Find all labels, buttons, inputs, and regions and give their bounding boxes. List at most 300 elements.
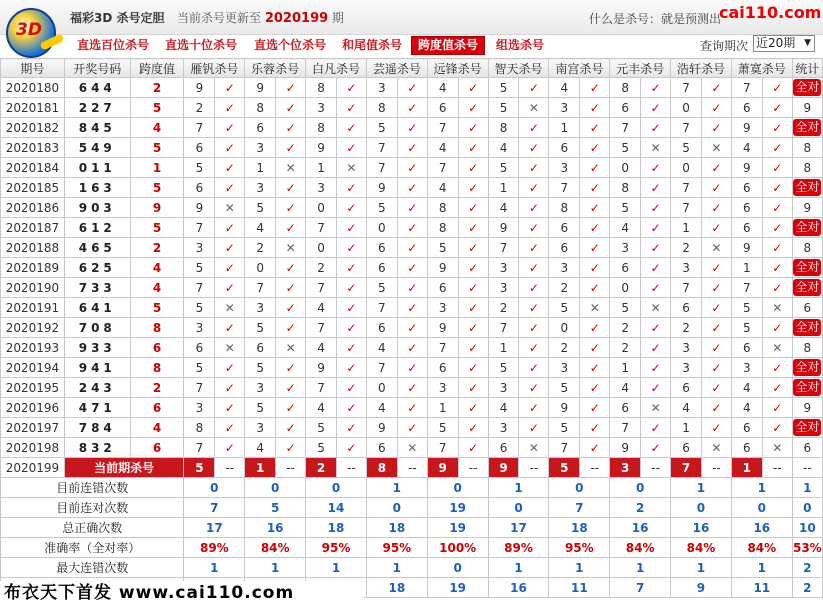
update-status	[177, 9, 344, 26]
summary-value: 89%	[184, 538, 245, 558]
cross-icon: ✕	[701, 238, 731, 258]
span-value-cell: 9	[130, 198, 184, 218]
summary-value: 9	[671, 578, 732, 598]
kill-number-cell: 3	[488, 418, 519, 438]
check-icon: ✓	[580, 218, 610, 238]
check-icon: ✓	[762, 378, 792, 398]
kill-number-cell: 3	[366, 78, 397, 98]
check-icon: ✓	[458, 438, 488, 458]
check-icon: ✓	[519, 418, 549, 438]
stat-cell	[792, 398, 822, 418]
kill-number-cell: 5	[549, 378, 580, 398]
span-value-cell: 1	[130, 158, 184, 178]
summary-value: 1	[488, 558, 549, 578]
kill-number-cell: 5	[184, 358, 215, 378]
kill-number-cell: 1	[671, 418, 702, 438]
table-row	[1, 218, 823, 238]
current-kill-label: 当前期杀号	[64, 458, 184, 478]
check-icon: ✓	[397, 358, 427, 378]
current-period-row	[1, 458, 823, 478]
summary-value: 84%	[731, 538, 792, 558]
tab-sum-tail[interactable]: 和尾值杀号	[342, 38, 403, 52]
kill-number-cell: 4	[488, 138, 519, 158]
stat-cell	[792, 378, 822, 398]
check-icon: ✓	[701, 158, 731, 178]
check-icon: ✓	[215, 178, 245, 198]
kill-number-cell: 4	[366, 338, 397, 358]
span-value-cell: 2	[130, 238, 184, 258]
kill-number-cell: 9	[184, 198, 215, 218]
kill-number-cell: 5	[731, 298, 762, 318]
check-icon: ✓	[641, 438, 671, 458]
summary-value: 1	[792, 478, 822, 498]
check-icon: ✓	[641, 118, 671, 138]
check-icon: ✓	[580, 438, 610, 458]
summary-value: 95%	[549, 538, 610, 558]
kill-number-cell: 6	[184, 138, 215, 158]
stat-cell	[792, 78, 822, 98]
kill-number-cell: 6	[427, 98, 458, 118]
draw-number-cell: 243	[64, 378, 130, 398]
kill-number-cell: 5	[488, 158, 519, 178]
stat-cell	[792, 138, 822, 158]
kill-number-cell: 3	[306, 98, 337, 118]
check-icon: ✓	[580, 258, 610, 278]
check-icon: ✓	[337, 218, 367, 238]
check-icon: ✓	[701, 358, 731, 378]
table-row	[1, 238, 823, 258]
check-icon: ✓	[641, 158, 671, 178]
kill-number-cell: 1	[671, 218, 702, 238]
kill-number-cell: 9	[366, 178, 397, 198]
kill-number-cell: 7	[366, 158, 397, 178]
period-cell: 2020194	[1, 358, 65, 378]
kill-number-cell: 7	[184, 378, 215, 398]
kill-number-cell: 3	[245, 138, 276, 158]
stat-cell	[792, 238, 822, 258]
kill-number-cell: 6	[366, 238, 397, 258]
check-icon: ✓	[701, 378, 731, 398]
current-kill-number: 5	[549, 458, 580, 478]
kill-number-cell: 6	[366, 258, 397, 278]
draw-number-cell: 708	[64, 318, 130, 338]
kill-number-cell: 2	[306, 258, 337, 278]
summary-value: 16	[731, 518, 792, 538]
kill-number-cell: 1	[731, 258, 762, 278]
kill-number-cell: 1	[245, 158, 276, 178]
kill-number-cell: 3	[488, 378, 519, 398]
check-icon: ✓	[519, 78, 549, 98]
kill-number-cell: 0	[610, 278, 641, 298]
check-icon: ✓	[215, 158, 245, 178]
check-icon: ✓	[580, 338, 610, 358]
kill-number-cell: 0	[671, 98, 702, 118]
correct-count: 6	[803, 440, 812, 455]
table-row	[1, 278, 823, 298]
kill-number-table	[0, 58, 823, 598]
check-icon: ✓	[458, 278, 488, 298]
kill-number-cell: 6	[671, 438, 702, 458]
correct-count: 8	[803, 340, 812, 355]
draw-number-cell: 641	[64, 298, 130, 318]
kill-number-cell: 4	[366, 398, 397, 418]
check-icon: ✓	[458, 378, 488, 398]
check-icon: ✓	[762, 78, 792, 98]
check-icon: ✓	[580, 378, 610, 398]
correct-count: 9	[803, 200, 812, 215]
check-icon: ✓	[215, 358, 245, 378]
check-icon: ✓	[276, 318, 306, 338]
all-correct-badge: 全对	[795, 80, 820, 94]
kill-number-cell: 2	[245, 238, 276, 258]
all-correct-badge: 全对	[795, 260, 820, 274]
kill-number-cell: 7	[488, 318, 519, 338]
kill-number-cell: 7	[427, 338, 458, 358]
span-value-cell: 4	[130, 258, 184, 278]
check-icon: ✓	[215, 318, 245, 338]
kill-number-cell: 6	[610, 398, 641, 418]
check-icon: ✓	[519, 298, 549, 318]
check-icon: ✓	[337, 418, 367, 438]
pending-dash: --	[792, 458, 822, 478]
period-cell: 2020195	[1, 378, 65, 398]
check-icon: ✓	[215, 78, 245, 98]
kill-number-cell: 5	[610, 298, 641, 318]
check-icon: ✓	[397, 298, 427, 318]
kill-number-cell: 7	[488, 238, 519, 258]
check-icon: ✓	[519, 178, 549, 198]
logo	[2, 2, 64, 58]
cross-icon: ✕	[519, 98, 549, 118]
check-icon: ✓	[276, 198, 306, 218]
header-bar	[0, 0, 823, 35]
check-icon: ✓	[215, 398, 245, 418]
kill-number-cell: 2	[488, 298, 519, 318]
check-icon: ✓	[276, 78, 306, 98]
check-icon: ✓	[519, 258, 549, 278]
span-value-cell: 5	[130, 218, 184, 238]
summary-label: 最大连错次数	[1, 558, 184, 578]
kill-number-cell: 4	[731, 378, 762, 398]
draw-number-cell: 227	[64, 98, 130, 118]
kill-number-cell: 7	[671, 278, 702, 298]
summary-label: 目前连对次数	[1, 498, 184, 518]
all-correct-badge: 全对	[795, 280, 820, 294]
kill-number-cell: 5	[427, 238, 458, 258]
table-row	[1, 298, 823, 318]
kill-number-cell: 5	[549, 418, 580, 438]
check-icon: ✓	[276, 218, 306, 238]
period-cell: 2020191	[1, 298, 65, 318]
stat-cell	[792, 158, 822, 178]
check-icon: ✓	[701, 78, 731, 98]
cross-icon: ✕	[215, 298, 245, 318]
kill-number-cell: 4	[731, 398, 762, 418]
check-icon: ✓	[397, 338, 427, 358]
summary-value: 0	[792, 498, 822, 518]
all-correct-badge: 全对	[795, 320, 820, 334]
check-icon: ✓	[337, 318, 367, 338]
check-icon: ✓	[337, 438, 367, 458]
check-icon: ✓	[580, 98, 610, 118]
kill-number-cell: 0	[671, 158, 702, 178]
stat-cell	[792, 438, 822, 458]
check-icon: ✓	[458, 418, 488, 438]
check-icon: ✓	[580, 158, 610, 178]
summary-value: 0	[671, 498, 732, 518]
check-icon: ✓	[276, 418, 306, 438]
check-icon: ✓	[641, 418, 671, 438]
span-value-cell: 6	[130, 438, 184, 458]
all-correct-badge: 全对	[795, 220, 820, 234]
summary-value: 16	[610, 518, 671, 538]
check-icon: ✓	[519, 158, 549, 178]
summary-value: 0	[488, 498, 549, 518]
check-icon: ✓	[762, 278, 792, 298]
kill-number-cell: 3	[306, 178, 337, 198]
check-icon: ✓	[276, 178, 306, 198]
check-icon: ✓	[519, 378, 549, 398]
span-value-cell: 2	[130, 378, 184, 398]
kill-number-cell: 3	[184, 398, 215, 418]
kill-number-cell: 9	[306, 138, 337, 158]
check-icon: ✓	[762, 178, 792, 198]
correct-count: 8	[803, 240, 812, 255]
column-header: 芸遥杀号	[366, 59, 427, 78]
cross-icon: ✕	[641, 298, 671, 318]
kill-number-cell: 2	[610, 318, 641, 338]
period-select[interactable]	[753, 35, 815, 52]
kill-number-cell: 5	[245, 198, 276, 218]
summary-value: 89%	[488, 538, 549, 558]
check-icon: ✓	[519, 238, 549, 258]
stat-cell	[792, 118, 822, 138]
kill-number-cell: 8	[245, 98, 276, 118]
table-row	[1, 338, 823, 358]
check-icon: ✓	[458, 318, 488, 338]
kill-number-cell: 4	[488, 198, 519, 218]
check-icon: ✓	[762, 198, 792, 218]
check-icon: ✓	[458, 258, 488, 278]
kill-number-cell: 3	[427, 378, 458, 398]
summary-value: 1	[731, 558, 792, 578]
kill-number-cell: 8	[549, 198, 580, 218]
check-icon: ✓	[641, 218, 671, 238]
kill-number-cell: 7	[245, 278, 276, 298]
table-row	[1, 418, 823, 438]
kill-number-cell: 8	[306, 118, 337, 138]
kill-number-cell: 4	[306, 298, 337, 318]
period-cell: 2020181	[1, 98, 65, 118]
span-value-cell: 5	[130, 178, 184, 198]
check-icon: ✓	[458, 118, 488, 138]
cross-icon: ✕	[641, 138, 671, 158]
summary-value: 0	[427, 478, 488, 498]
kill-number-cell: 4	[245, 218, 276, 238]
table-row	[1, 178, 823, 198]
span-value-cell: 6	[130, 398, 184, 418]
check-icon: ✓	[458, 138, 488, 158]
kill-number-cell: 2	[549, 278, 580, 298]
draw-number-cell: 644	[64, 78, 130, 98]
summary-value: 0	[549, 478, 610, 498]
kill-number-cell: 9	[427, 258, 458, 278]
check-icon: ✓	[337, 78, 367, 98]
kill-number-cell: 5	[610, 138, 641, 158]
check-icon: ✓	[458, 298, 488, 318]
kill-number-cell: 7	[671, 78, 702, 98]
summary-value: 16	[245, 518, 306, 538]
check-icon: ✓	[580, 238, 610, 258]
kill-number-cell: 4	[306, 398, 337, 418]
span-value-cell: 5	[130, 138, 184, 158]
period-cell: 2020196	[1, 398, 65, 418]
help-hint-link[interactable]: 什么是杀号：就是预测出	[589, 12, 722, 26]
summary-value: 0	[610, 478, 671, 498]
check-icon: ✓	[641, 338, 671, 358]
summary-value: 17	[184, 518, 245, 538]
kill-number-cell: 5	[488, 358, 519, 378]
tab-span[interactable]: 跨度值杀号	[411, 36, 485, 55]
summary-value: 2	[610, 498, 671, 518]
kill-number-cell: 7	[731, 278, 762, 298]
draw-number-cell: 465	[64, 238, 130, 258]
kill-number-cell: 3	[610, 238, 641, 258]
kill-number-cell: 7	[731, 78, 762, 98]
check-icon: ✓	[580, 318, 610, 338]
summary-value: 53%	[792, 538, 822, 558]
kill-number-cell: 7	[427, 438, 458, 458]
table-row	[1, 358, 823, 378]
kill-number-cell: 3	[549, 358, 580, 378]
tab-hundreds[interactable]: 直选百位杀号	[77, 38, 150, 52]
table-row	[1, 438, 823, 458]
kill-number-cell: 2	[671, 318, 702, 338]
kill-number-cell: 2	[549, 338, 580, 358]
check-icon: ✓	[519, 358, 549, 378]
check-icon: ✓	[215, 98, 245, 118]
draw-number-cell: 625	[64, 258, 130, 278]
period-cell: 2020197	[1, 418, 65, 438]
check-icon: ✓	[215, 218, 245, 238]
check-icon: ✓	[337, 238, 367, 258]
summary-row	[1, 498, 823, 518]
kill-number-cell: 3	[488, 258, 519, 278]
kill-number-cell: 4	[427, 178, 458, 198]
summary-value: 0	[245, 478, 306, 498]
chevron-down-icon: ▼	[804, 38, 811, 48]
span-value-cell: 6	[130, 338, 184, 358]
correct-count: 9	[803, 400, 812, 415]
kill-number-cell: 9	[488, 218, 519, 238]
check-icon: ✓	[337, 358, 367, 378]
period-cell: 2020183	[1, 138, 65, 158]
kill-number-cell: 3	[245, 418, 276, 438]
kill-number-cell: 4	[427, 78, 458, 98]
check-icon: ✓	[397, 178, 427, 198]
pending-dash: --	[580, 458, 610, 478]
kill-number-cell: 4	[610, 218, 641, 238]
period-cell: 2020184	[1, 158, 65, 178]
tab-units[interactable]: 直选个位杀号	[254, 38, 327, 52]
check-icon: ✓	[580, 118, 610, 138]
stat-cell	[792, 98, 822, 118]
span-value-cell: 4	[130, 278, 184, 298]
summary-value: 0	[427, 558, 488, 578]
check-icon: ✓	[641, 378, 671, 398]
check-icon: ✓	[580, 278, 610, 298]
check-icon: ✓	[276, 378, 306, 398]
span-value-cell: 8	[130, 318, 184, 338]
check-icon: ✓	[458, 98, 488, 118]
pending-dash: --	[762, 458, 792, 478]
kill-number-cell: 7	[366, 358, 397, 378]
cross-icon: ✕	[337, 158, 367, 178]
check-icon: ✓	[519, 118, 549, 138]
period-cell: 2020188	[1, 238, 65, 258]
kill-number-cell: 8	[184, 418, 215, 438]
summary-value: 0	[184, 478, 245, 498]
kill-number-cell: 6	[731, 178, 762, 198]
kill-number-cell: 5	[549, 298, 580, 318]
cross-icon: ✕	[397, 438, 427, 458]
all-correct-badge: 全对	[795, 420, 820, 434]
column-header: 乐蓉杀号	[245, 59, 306, 78]
period-cell: 2020198	[1, 438, 65, 458]
kill-number-cell: 3	[549, 258, 580, 278]
check-icon: ✓	[580, 138, 610, 158]
summary-label: 目前连错次数	[1, 478, 184, 498]
kill-number-cell: 7	[610, 118, 641, 138]
kill-number-cell: 4	[427, 138, 458, 158]
summary-value: 7	[549, 498, 610, 518]
draw-number-cell: 933	[64, 338, 130, 358]
kill-number-cell: 7	[610, 418, 641, 438]
kill-number-cell: 7	[671, 178, 702, 198]
check-icon: ✓	[397, 138, 427, 158]
stat-cell	[792, 178, 822, 198]
draw-number-cell: 163	[64, 178, 130, 198]
check-icon: ✓	[519, 398, 549, 418]
kill-number-cell: 6	[671, 378, 702, 398]
kill-number-cell: 0	[366, 378, 397, 398]
kill-number-cell: 4	[731, 138, 762, 158]
column-header: 白凡杀号	[306, 59, 367, 78]
column-header: 跨度值	[130, 59, 184, 78]
cross-icon: ✕	[519, 438, 549, 458]
check-icon: ✓	[337, 178, 367, 198]
kill-number-cell: 3	[184, 318, 215, 338]
tab-tens[interactable]: 直选十位杀号	[165, 38, 238, 52]
kill-number-cell: 6	[549, 218, 580, 238]
tab-group[interactable]: 组选杀号	[496, 38, 545, 52]
check-icon: ✓	[701, 298, 731, 318]
check-icon: ✓	[215, 118, 245, 138]
check-icon: ✓	[641, 78, 671, 98]
kill-number-cell: 3	[488, 278, 519, 298]
table-row	[1, 138, 823, 158]
summary-value: 1	[245, 558, 306, 578]
table-row	[1, 258, 823, 278]
check-icon: ✓	[762, 138, 792, 158]
table-row	[1, 118, 823, 138]
kill-number-cell: 1	[427, 398, 458, 418]
check-icon: ✓	[458, 358, 488, 378]
kill-number-cell: 9	[731, 238, 762, 258]
cross-icon: ✕	[276, 238, 306, 258]
correct-count: 8	[803, 160, 812, 175]
check-icon: ✓	[580, 358, 610, 378]
